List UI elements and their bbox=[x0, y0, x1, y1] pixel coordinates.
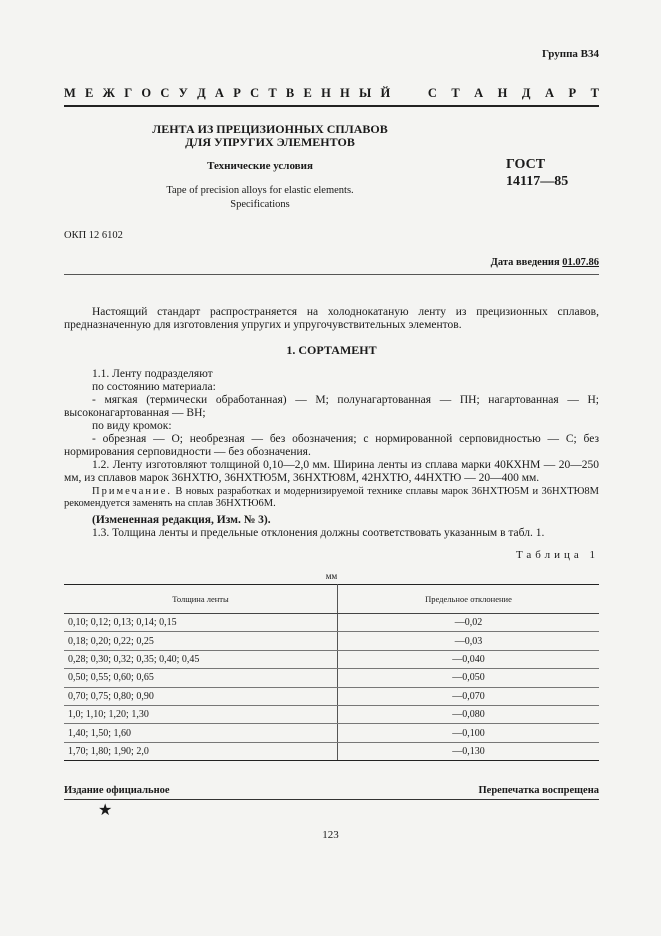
english-title bbox=[110, 184, 410, 212]
gost-designation bbox=[506, 156, 568, 190]
header-rule bbox=[64, 105, 599, 107]
heading-letter: Г bbox=[124, 86, 133, 100]
table-row bbox=[64, 742, 599, 760]
table-row bbox=[64, 705, 599, 723]
amended-note: (Измененная редакция, Изм. № 3). bbox=[92, 514, 271, 526]
deviation-cell: —0,130 bbox=[338, 742, 600, 760]
date-label: Дата введения bbox=[490, 257, 560, 268]
gost-number: 14117—85 bbox=[506, 174, 569, 189]
table-row bbox=[64, 614, 599, 632]
deviation-cell: —0,050 bbox=[338, 669, 600, 687]
header-deviation: Предельное отклонение bbox=[338, 585, 600, 614]
heading-letter: Т bbox=[268, 86, 277, 100]
heading-letter: У bbox=[178, 86, 188, 100]
table-row bbox=[64, 632, 599, 650]
reprint-prohibited: Перепечатка воспрещена bbox=[478, 785, 599, 796]
table-label: Таблица 1 bbox=[515, 549, 599, 561]
heading-letter: С bbox=[250, 86, 260, 100]
table-row bbox=[64, 650, 599, 668]
english-title-line: Tape of precision alloys for elastic elements. bbox=[166, 185, 354, 196]
deviation-cell: —0,070 bbox=[338, 687, 600, 705]
heading-letter: А bbox=[544, 86, 555, 100]
note-label: Примечание. bbox=[92, 486, 172, 497]
heading-letter: С bbox=[427, 86, 437, 100]
thickness-cell: 0,50; 0,55; 0,60; 0,65 bbox=[64, 669, 338, 687]
note-text: В новых разработках и модернизируемой технике сплавы марок 36НХТЮ5М и 36НХТЮ8М рекомендуется заменять на сплав 36НХТЮ6М. bbox=[64, 486, 600, 509]
table-row bbox=[64, 687, 599, 705]
heading-letter: Д bbox=[197, 86, 206, 100]
heading-letter: Ы bbox=[359, 86, 372, 100]
star-icon: ★ bbox=[98, 800, 113, 819]
section-title: 1. СОРТАМЕНТ bbox=[286, 343, 377, 357]
date-value: 01.07.86 bbox=[562, 257, 599, 268]
thickness-cell: 1,0; 1,10; 1,20; 1,30 bbox=[64, 705, 338, 723]
page-number: 123 bbox=[322, 829, 339, 841]
thickness-cell: 0,28; 0,30; 0,32; 0,35; 0,40; 0,45 bbox=[64, 650, 338, 668]
table-unit: мм bbox=[325, 571, 338, 581]
official-edition: Издание официальное bbox=[64, 785, 170, 796]
date-rule bbox=[64, 274, 599, 275]
heading-letter: А bbox=[474, 86, 484, 100]
heading-letter: Р bbox=[233, 86, 241, 100]
title-line: ДЛЯ УПРУГИХ ЭЛЕМЕНТОВ bbox=[185, 135, 355, 149]
interstate-standard-heading bbox=[64, 86, 599, 101]
paragraph-1-3: 1.3. Толщина ленты и предельные отклонения должны соответствовать указанным в табл. 1. bbox=[92, 527, 545, 539]
heading-letter: С bbox=[160, 86, 170, 100]
document-subtitle: Технические условия bbox=[207, 160, 313, 172]
paragraph-state-items: - мягкая (термически обработанная) — М; полунагартованная — ПН; нагартованная — Н; высоконагартованная — ВН; bbox=[64, 394, 599, 419]
paragraph-1-1: 1.1. Ленту подразделяют bbox=[92, 368, 213, 380]
thickness-cell: 1,40; 1,50; 1,60 bbox=[64, 724, 338, 742]
deviation-cell: —0,100 bbox=[338, 724, 600, 742]
heading-letter: А bbox=[214, 86, 224, 100]
deviation-cell: —0,02 bbox=[338, 614, 600, 632]
group-code: Группа В34 bbox=[541, 48, 599, 60]
intro-paragraph: Настоящий стандарт распространяется на холоднокатаную ленту из прецизионных сплавов, предназначенную для изготовления упругих и упругочувствительных элементов. bbox=[64, 306, 599, 331]
document-title bbox=[110, 123, 430, 149]
header-thickness: Толщина ленты bbox=[64, 585, 338, 614]
footer-rule bbox=[64, 799, 599, 800]
heading-letter: Й bbox=[380, 86, 391, 100]
table-row bbox=[64, 669, 599, 687]
thickness-cell: 1,70; 1,80; 1,90; 2,0 bbox=[64, 742, 338, 760]
heading-letter: Р bbox=[568, 86, 577, 100]
okp-code: ОКП 12 6102 bbox=[64, 230, 123, 241]
deviation-cell: —0,040 bbox=[338, 650, 600, 668]
heading-letter: М bbox=[64, 86, 76, 100]
introduction-date bbox=[491, 257, 599, 268]
heading-word-standard bbox=[428, 86, 599, 101]
gost-label: ГОСТ bbox=[506, 157, 546, 172]
thickness-table bbox=[64, 584, 599, 761]
heading-letter: О bbox=[141, 86, 152, 100]
heading-letter: Е bbox=[303, 86, 312, 100]
paragraph-1-2: 1.2. Ленту изготовляют толщиной 0,10—2,0 мм. Ширина ленты из сплава марки 40КХНМ — 20—250 мм, из сплавов марок 36НХТЮ, 36НХТЮ5М, 36НХТЮ8М, 42НХТЮ, 44НХТЮ — 20—400 мм. bbox=[64, 459, 599, 484]
heading-letter: Е bbox=[85, 86, 94, 100]
thickness-cell: 0,10; 0,12; 0,13; 0,14; 0,15 bbox=[64, 614, 338, 632]
heading-letter: В bbox=[285, 86, 295, 100]
deviation-cell: —0,080 bbox=[338, 705, 600, 723]
heading-letter: Т bbox=[590, 86, 599, 100]
heading-letter: Д bbox=[521, 86, 531, 100]
note bbox=[64, 486, 599, 510]
table-header-row bbox=[64, 585, 599, 614]
paragraph-edge-items: - обрезная — О; необрезная — без обозначения; с нормированной серповидностью — С; без нормирования серповидности — без обозначения. bbox=[64, 433, 599, 458]
deviation-cell: —0,03 bbox=[338, 632, 600, 650]
heading-letter: Н bbox=[497, 86, 508, 100]
table-row bbox=[64, 724, 599, 742]
paragraph-edge: по виду кромок: bbox=[92, 420, 172, 432]
heading-letter: Т bbox=[451, 86, 460, 100]
heading-letter: Н bbox=[340, 86, 350, 100]
heading-letter: Ж bbox=[102, 86, 115, 100]
thickness-cell: 0,70; 0,75; 0,80; 0,90 bbox=[64, 687, 338, 705]
thickness-cell: 0,18; 0,20; 0,22; 0,25 bbox=[64, 632, 338, 650]
english-title-line: Specifications bbox=[230, 199, 290, 210]
title-line: ЛЕНТА ИЗ ПРЕЦИЗИОННЫХ СПЛАВОВ bbox=[152, 122, 388, 136]
heading-word-interstate bbox=[64, 86, 390, 101]
heading-letter: Н bbox=[321, 86, 331, 100]
paragraph-state: по состоянию материала: bbox=[92, 381, 216, 393]
